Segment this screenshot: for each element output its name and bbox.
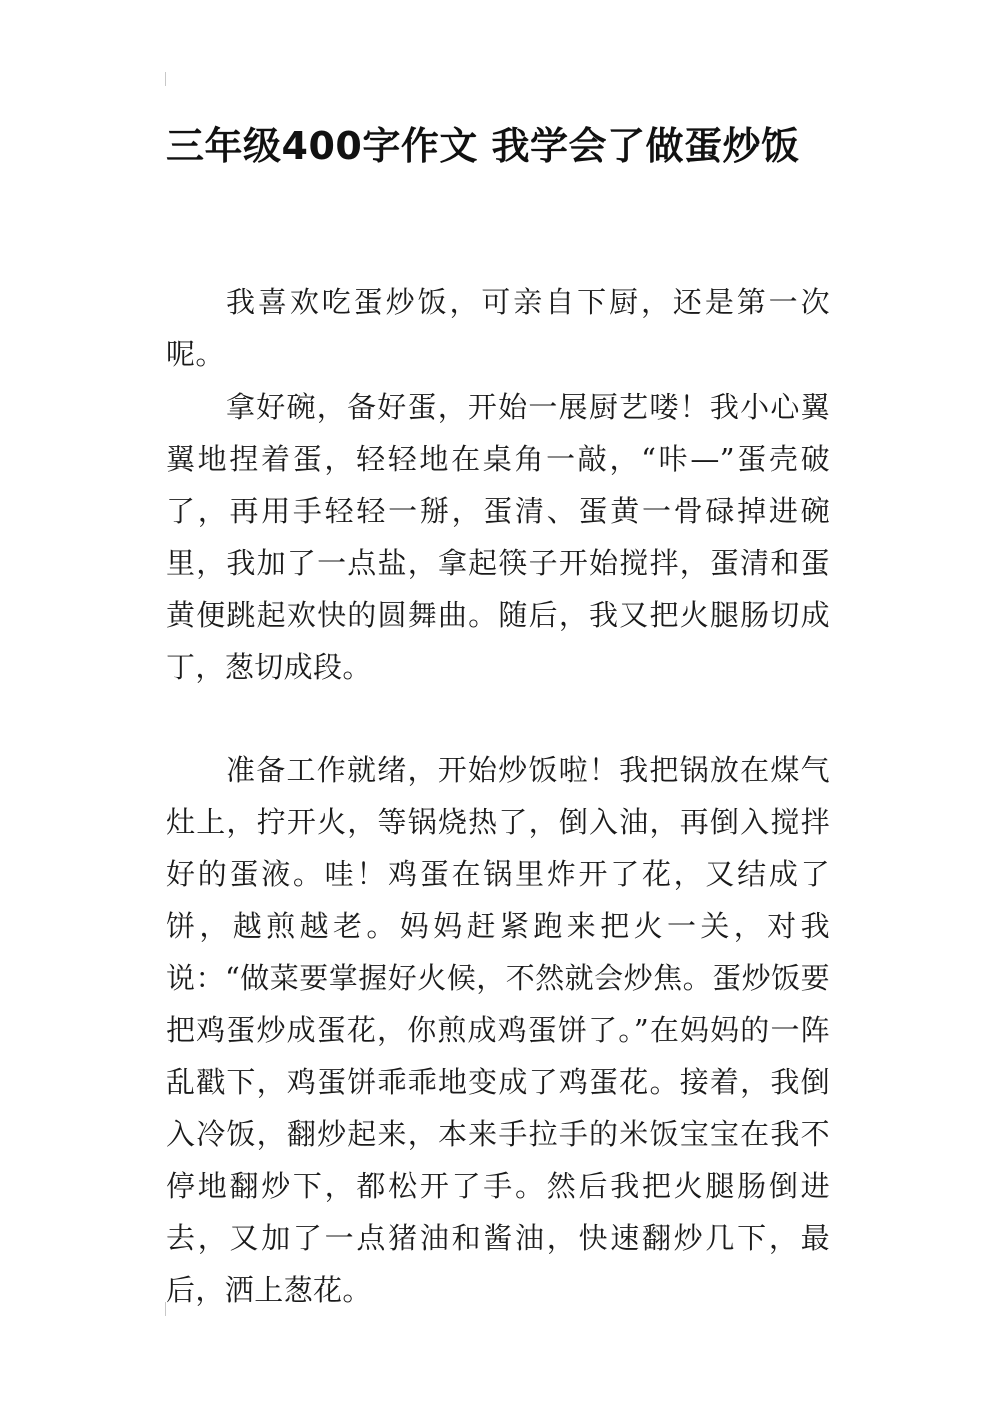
paragraph-2: 拿好碗，备好蛋，开始一展厨艺喽！我小心翼翼地捏着蛋，轻轻地在桌角一敲，“咔—”蛋壳破了，再用手轻轻一掰，蛋清、蛋黄一骨碌掉进碗里，我加了一点盐，拿起筷子开始搅拌，蛋清和蛋黄便跳起欢快的圆舞曲。随后，我又把火腿肠切成丁，葱切成段。 xyxy=(166,390,830,684)
paragraph-3: 准备工作就绪，开始炒饭啦！我把锅放在煤气灶上，拧开火，等锅烧热了，倒入油，再倒入搅拌好的蛋液。哇！鸡蛋在锅里炸开了花，又结成了饼，越煎越老。妈妈赶紧跑来把火一关，对我说：“做菜要掌握好火候，不然就会炒焦。蛋炒饭要把鸡蛋炒成蛋花，你煎成鸡蛋饼了。”在妈妈的一阵乱戳下，鸡蛋饼乖乖地变成了鸡蛋花。接着，我倒入冷饭，翻炒起来，本来手拉手的米饭宝宝在我不停地翻炒下，都松开了手。然后我把火腿肠倒进去，又加了一点猪油和酱油，快速翻炒几下，最后，洒上葱花。 xyxy=(166,753,830,1307)
document-title: 三年级400字作文 我学会了做蛋炒饭 xyxy=(166,124,800,168)
page-corner-mark-top xyxy=(165,72,166,86)
page-corner-mark-bottom xyxy=(165,1302,166,1316)
paragraph-1: 我喜欢吃蛋炒饭，可亲自下厨，还是第一次呢。 xyxy=(166,285,830,371)
